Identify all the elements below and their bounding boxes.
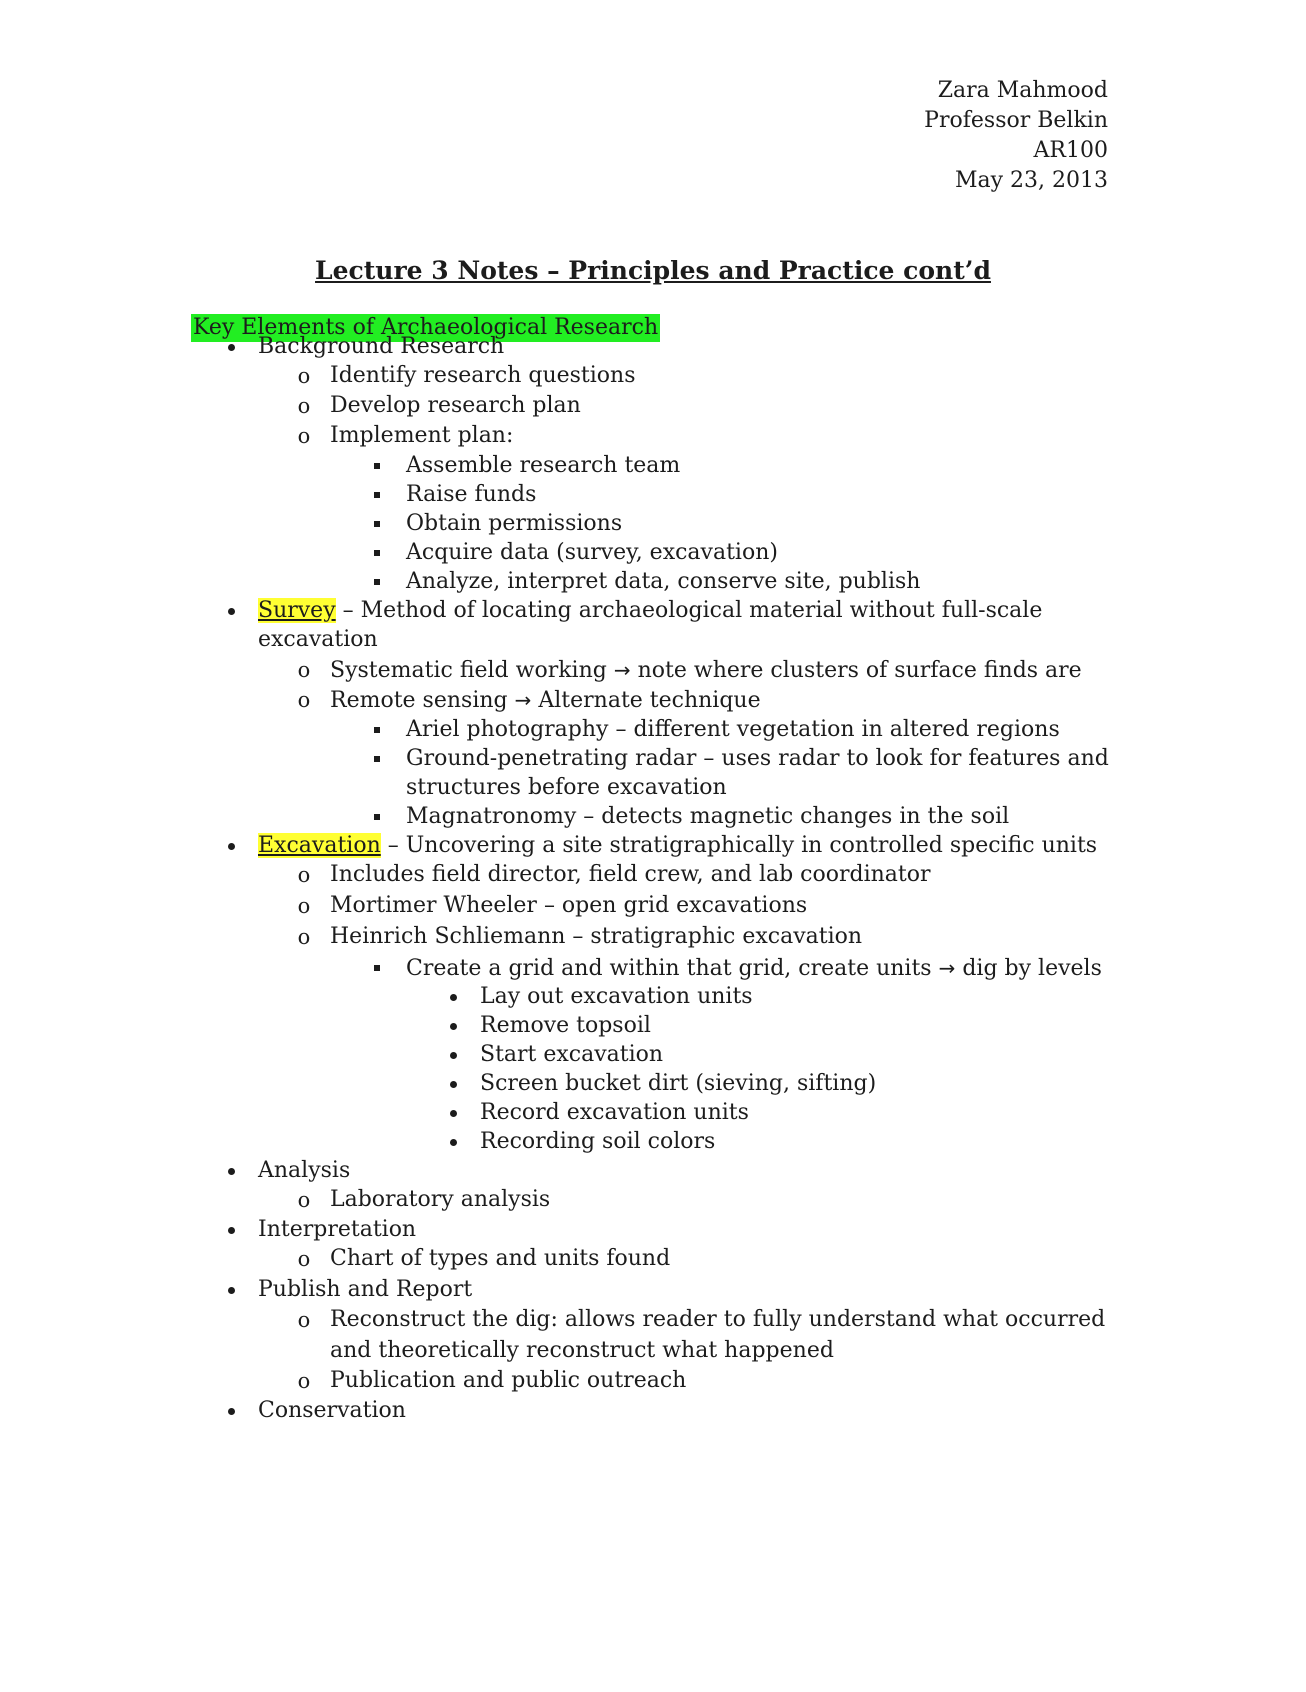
circle-bullet-icon: o xyxy=(297,658,311,682)
list-item-text: Implement plan: xyxy=(330,423,514,448)
square-bullet-icon xyxy=(372,480,382,510)
list-item-text: Recording soil colors xyxy=(480,1129,716,1154)
list-item-text: Systematic field working → note where clusters of surface finds are xyxy=(330,658,1082,683)
list-item-text xyxy=(258,596,1042,626)
circle-bullet-icon: o xyxy=(297,1369,311,1393)
square-bullet-icon xyxy=(372,744,382,774)
square-bullet-icon xyxy=(372,953,382,983)
author-name: Zara Mahmood xyxy=(937,78,1108,103)
bullet-dot-icon xyxy=(224,831,238,861)
bullet-dot-icon xyxy=(224,332,238,362)
list-item-text: Chart of types and units found xyxy=(330,1246,671,1271)
header-block xyxy=(924,76,1108,196)
square-bullet-icon xyxy=(372,802,382,832)
bullet-dot-icon xyxy=(224,1396,238,1426)
survey-term: Survey xyxy=(258,598,336,623)
list-item-text: Publication and public outreach xyxy=(330,1368,687,1393)
list-item-text: Remote sensing → Alternate technique xyxy=(330,688,761,713)
section-title: Key Elements of Archaeological Research xyxy=(193,315,659,340)
arrow-right-icon: → xyxy=(938,956,956,980)
circle-bullet-icon: o xyxy=(297,863,311,887)
circle-bullet-icon: o xyxy=(297,1188,311,1212)
list-item-text: Includes field director, field crew, and lab coordinator xyxy=(330,862,931,887)
list-item-text: Conservation xyxy=(258,1398,406,1423)
list-item-continuation: structures before excavation xyxy=(406,775,727,800)
bullet-dot-icon xyxy=(224,1215,238,1245)
document-title: Lecture 3 Notes – Principles and Practice cont’d xyxy=(315,256,991,285)
arrow-right-icon: → xyxy=(514,688,532,712)
circle-bullet-icon: o xyxy=(297,394,311,418)
list-item-text: Analysis xyxy=(258,1158,351,1183)
list-item-continuation: excavation xyxy=(258,627,378,652)
bullet-dot-icon xyxy=(446,1069,460,1099)
list-item-text: Laboratory analysis xyxy=(330,1187,551,1212)
list-item-text: Screen bucket dirt (sieving, sifting) xyxy=(480,1071,877,1096)
circle-bullet-icon: o xyxy=(297,925,311,949)
list-item-text: Interpretation xyxy=(258,1217,417,1242)
arrow-right-icon: → xyxy=(613,658,631,682)
list-item-text xyxy=(258,831,1097,861)
list-item-text: Heinrich Schliemann – stratigraphic excavation xyxy=(330,924,863,949)
list-item-text: Publish and Report xyxy=(258,1277,473,1302)
list-item-text: Start excavation xyxy=(480,1042,664,1067)
list-item-text: Mortimer Wheeler – open grid excavations xyxy=(330,893,808,918)
survey-definition: – Method of locating archaeological material without full-scale xyxy=(335,598,1043,623)
list-item-text: Ground-penetrating radar – uses radar to look for features and xyxy=(406,746,1109,771)
circle-bullet-icon: o xyxy=(297,424,311,448)
list-item-text: Ariel photography – different vegetation in altered regions xyxy=(406,717,1060,742)
course-code: AR100 xyxy=(1033,138,1108,163)
list-item-text: Record excavation units xyxy=(480,1100,749,1125)
square-bullet-icon xyxy=(372,715,382,745)
square-bullet-icon xyxy=(372,567,382,597)
list-item-text: Identify research questions xyxy=(330,363,636,388)
circle-bullet-icon: o xyxy=(297,1308,311,1332)
excavation-definition: – Uncovering a site stratigraphically in controlled specific units xyxy=(380,833,1098,858)
list-item-text: Develop research plan xyxy=(330,393,581,418)
list-item-text: Obtain permissions xyxy=(406,511,623,536)
square-bullet-icon xyxy=(372,509,382,539)
list-item-text: Remove topsoil xyxy=(480,1013,651,1038)
list-item-text: Raise funds xyxy=(406,482,537,507)
bullet-dot-icon xyxy=(224,1275,238,1305)
bullet-dot-icon xyxy=(446,982,460,1012)
list-item-text: Lay out excavation units xyxy=(480,984,753,1009)
circle-bullet-icon: o xyxy=(297,688,311,712)
bullet-dot-icon xyxy=(224,1156,238,1186)
document-date: May 23, 2013 xyxy=(954,168,1108,193)
list-item-continuation: and theoretically reconstruct what happened xyxy=(330,1338,834,1363)
circle-bullet-icon: o xyxy=(297,894,311,918)
bullet-dot-icon xyxy=(446,1098,460,1128)
bullet-dot-icon xyxy=(224,596,238,626)
list-item-text: Background Research xyxy=(258,334,505,359)
list-item-text: Create a grid and within that grid, create units → dig by levels xyxy=(406,956,1102,981)
list-item-text: Magnatronomy – detects magnetic changes in the soil xyxy=(406,804,1010,829)
bullet-dot-icon xyxy=(446,1040,460,1070)
circle-bullet-icon: o xyxy=(297,1247,311,1271)
bullet-dot-icon xyxy=(446,1011,460,1041)
square-bullet-icon xyxy=(372,538,382,568)
square-bullet-icon xyxy=(372,451,382,481)
excavation-term: Excavation xyxy=(258,833,381,858)
list-item-text: Acquire data (survey, excavation) xyxy=(406,540,778,565)
list-item-text: Reconstruct the dig: allows reader to fully understand what occurred xyxy=(330,1307,1106,1332)
list-item-text: Analyze, interpret data, conserve site, publish xyxy=(406,569,921,594)
professor-name: Professor Belkin xyxy=(924,108,1108,133)
circle-bullet-icon: o xyxy=(297,364,311,388)
bullet-dot-icon xyxy=(446,1127,460,1157)
list-item-text: Assemble research team xyxy=(406,453,681,478)
